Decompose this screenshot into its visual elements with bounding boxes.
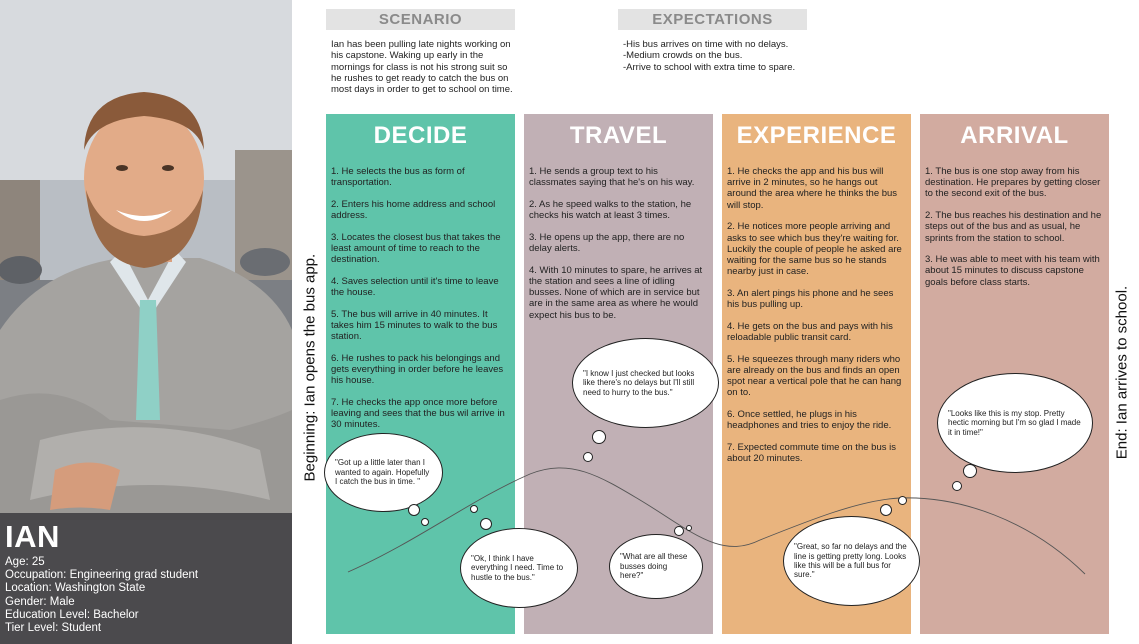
step-item: 2. He notices more people arriving and asks to see which bus they're waiting for. Luckily the couple of people he asked are waiting for the same bus so he stands nearby just in case.: [727, 221, 902, 278]
thought-text: "Ok, I think I have everything I need. Time to hustle to the bus.": [471, 553, 564, 582]
thought-text: "Got up a little later than I wanted to again. Hopefully I catch the bus in time. ": [335, 458, 430, 487]
step-item: 2. Enters his home address and school address.: [331, 198, 496, 222]
thought-bubble-my-stop: [937, 373, 1093, 473]
thought-text: "What are all these busses doing here?": [620, 552, 688, 581]
persona-details: [5, 556, 198, 635]
stage-steps: [727, 166, 905, 475]
thought-bubble-tail-dot: [898, 496, 907, 505]
thought-bubble-tail-dot: [686, 525, 692, 531]
persona-gender: Gender: Male: [5, 595, 75, 608]
thought-text: "Great, so far no delays and the line is getting pretty long. Looks like this will be a full bus for sure.": [794, 542, 907, 580]
step-item: 7. Expected commute time on the bus is about 20 minutes.: [727, 441, 896, 465]
thought-bubble-busses: [609, 534, 703, 599]
step-item: 1. He checks the app and his bus will arrive in 2 minutes, so he hangs out around the area where he thinks the bus will stop.: [727, 166, 898, 211]
thought-bubble-tail-dot: [421, 518, 429, 526]
end-label: End: Ian arrives to school.: [1113, 285, 1131, 460]
step-item: 1. The bus is one stop away from his destination. He prepares by getting closer to the second exit of the bus.: [925, 166, 1101, 200]
step-item: 5. The bus will arrive in 40 minutes. It takes him 15 minutes to walk to the bus station.: [331, 308, 498, 343]
thought-bubble-tail-dot: [963, 464, 977, 478]
stage-steps: [331, 166, 509, 441]
persona-education: Education Level: Bachelor: [5, 608, 139, 621]
stage-steps: [925, 166, 1103, 298]
expectation-item: -Arrive to school with extra time to spare.: [623, 61, 796, 73]
persona-occupation: Occupation: Engineering grad student: [5, 569, 199, 582]
expectations-heading: EXPECTATIONS: [618, 9, 807, 30]
stage-title: DECIDE: [373, 122, 468, 149]
scenario-heading: SCENARIO: [326, 9, 515, 30]
stage-title: ARRIVAL: [960, 122, 1069, 149]
step-item: 5. He squeezes through many riders who are already on the bus and finds an open spot near a vertical pole that he can hang on to.: [727, 353, 902, 399]
persona-card: [0, 513, 292, 644]
thought-bubble-just-checked: [572, 338, 719, 428]
thought-bubble-tail-dot: [408, 504, 420, 516]
stage-steps: [529, 166, 707, 331]
step-item: 3. An alert pings his phone and he sees his bus pulling up.: [727, 287, 894, 311]
persona-tier: Tier Level: Student: [5, 622, 102, 635]
thought-text: "Looks like this is my stop. Pretty hectic morning but I'm so glad I made it in time!": [948, 408, 1081, 437]
step-item: 1. He sends a group text to his classmates saying that he's on his way.: [529, 166, 695, 189]
persona-photo: [0, 0, 292, 644]
step-item: 2. As he speed walks to the station, he checks his watch at least 3 times.: [529, 198, 692, 222]
thought-bubble-tail-dot: [583, 452, 593, 462]
stage-title: EXPERIENCE: [736, 122, 897, 149]
thought-text: "I know I just checked but looks like there's no delays but I'll still need to hurry to the bus.": [583, 368, 695, 397]
thought-bubble-tail-dot: [952, 481, 962, 491]
step-item: 3. He was able to meet with his team with about 15 minutes to discuss capstone goals before class starts.: [925, 254, 1100, 288]
thought-bubble-got-up-late: [324, 433, 443, 512]
scenario-text: Ian has been pulling late nights working on his capstone. Waking up early in the mornings for class is not his strong suit so he rushes to get ready to catch the bus on most days in order to get to school on time.: [331, 39, 513, 96]
step-item: 1. He selects the bus as form of transportation.: [331, 166, 465, 189]
expectation-item: -His bus arrives on time with no delays.: [623, 39, 789, 50]
step-item: 3. He opens up the app, there are no delay alerts.: [529, 231, 685, 255]
persona-age: Age: 25: [5, 556, 45, 568]
step-item: 4. Saves selection until it's time to leave the house.: [331, 275, 499, 299]
step-item: 3. Locates the closest bus that takes the least amount of time to reach to the destination.: [331, 231, 501, 266]
persona-name: IAN: [5, 519, 60, 554]
step-item: 6. Once settled, he plugs in his headphones and tries to enjoy the ride.: [727, 408, 892, 432]
step-item: 7. He checks the app once more before leaving and sees that the bus wil arrive in 30 minutes.: [331, 397, 505, 431]
expectation-item: -Medium crowds on the bus.: [623, 50, 743, 62]
step-item: 6. He rushes to pack his belongings and gets everything in order before he leaves his house.: [331, 352, 504, 387]
stage-title: TRAVEL: [569, 122, 668, 149]
thought-bubble-hustle: [460, 528, 578, 608]
persona-location: Location: Washington State: [5, 582, 146, 595]
expectations-list: [623, 39, 823, 73]
step-item: 2. The bus reaches his destination and he steps out of the bus and as usual, he sprints from the station to school.: [925, 210, 1102, 244]
thought-bubble-no-delays: [783, 516, 920, 606]
thought-bubble-tail-dot: [880, 504, 892, 516]
step-item: 4. With 10 minutes to spare, he arrives at the station and sees a line of idling busses. None of which are in service but are in the same area as where he would expect his bus to be.: [529, 264, 703, 321]
thought-bubble-tail-dot: [480, 518, 492, 530]
step-item: 4. He gets on the bus and pays with his reloadable public transit card.: [727, 320, 893, 343]
thought-bubble-tail-dot: [674, 526, 684, 536]
beginning-label: Beginning: Ian opens the bus app.: [301, 253, 319, 482]
thought-bubble-tail-dot: [592, 430, 606, 444]
thought-bubble-tail-dot: [470, 505, 478, 513]
